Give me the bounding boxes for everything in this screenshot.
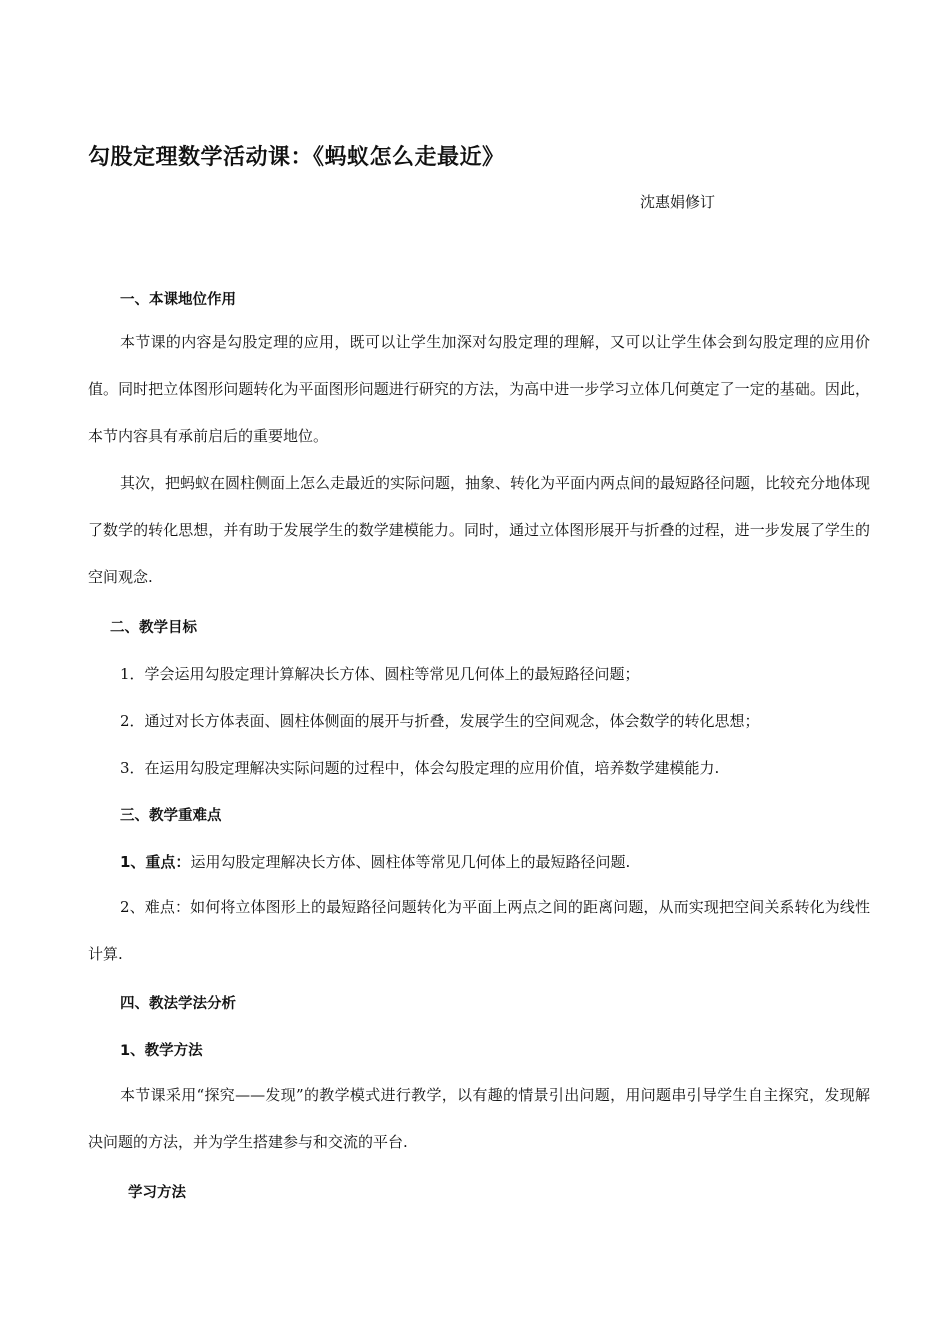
document-author: 沈惠娟修订 bbox=[640, 193, 716, 211]
goal-item-3: 3．在运用勾股定理解决实际问题的过程中，体会勾股定理的应用价值，培养数学建模能力. bbox=[120, 759, 720, 777]
section-2-heading: 二、教学目标 bbox=[110, 620, 197, 636]
key-point-line bbox=[120, 851, 630, 872]
key-point-text: 运用勾股定理解决长方体、圆柱体等常见几何体上的最短路径问题. bbox=[190, 853, 631, 871]
section-3-heading: 三、教学重难点 bbox=[120, 808, 222, 824]
learning-method-heading: 学习方法 bbox=[128, 1185, 186, 1201]
document-title: 勾股定理数学活动课：《蚂蚁怎么走最近》 bbox=[88, 145, 505, 170]
section-4-heading: 四、教法学法分析 bbox=[120, 996, 236, 1012]
section-1-paragraph-2: 其次，把蚂蚁在圆柱侧面上怎么走最近的实际问题，抽象、转化为平面内两点间的最短路径问题，比较充分地体现了数学的转化思想，并有助于发展学生的数学建模能力。同时，通过立体图形展开与折叠的过程，进一步发展了学生的空间观念. bbox=[88, 474, 871, 586]
teaching-method-heading: 1、教学方法 bbox=[120, 1043, 203, 1059]
section-1-paragraph-1: 本节课的内容是勾股定理的应用，既可以让学生加深对勾股定理的理解，又可以让学生体会到勾股定理的应用价值。同时把立体图形问题转化为平面图形问题进行研究的方法，为高中进一步学习立体几何奠定了一定的基础。因此，本节内容具有承前启后的重要地位。 bbox=[88, 333, 870, 445]
teaching-method-paragraph: 本节课采用“探究——发现”的教学模式进行教学，以有趣的情景引出问题，用问题串引导学生自主探究，发现解决问题的方法，并为学生搭建参与和交流的平台. bbox=[88, 1086, 870, 1151]
key-point-label: 1、重点： bbox=[120, 853, 191, 871]
goal-item-2: 2．通过对长方体表面、圆柱体侧面的展开与折叠，发展学生的空间观念，体会数学的转化思想； bbox=[120, 712, 760, 730]
difficulty-paragraph: 2、难点：如何将立体图形上的最短路径问题转化为平面上两点之间的距离问题，从而实现把空间关系转化为线性计算. bbox=[88, 898, 870, 963]
section-1-heading: 一、本课地位作用 bbox=[120, 292, 236, 308]
goal-item-1: 1．学会运用勾股定理计算解决长方体、圆柱等常见几何体上的最短路径问题； bbox=[120, 665, 640, 683]
